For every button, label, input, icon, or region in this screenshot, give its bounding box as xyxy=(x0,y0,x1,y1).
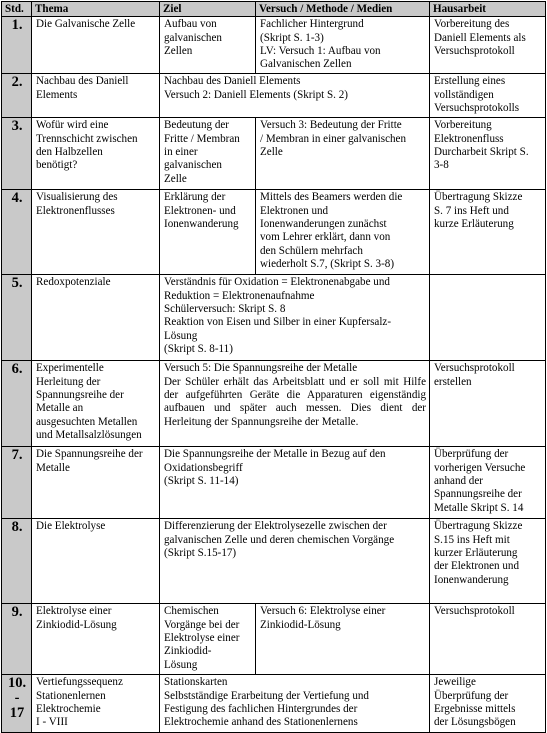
hour-cell: 3. xyxy=(2,118,32,190)
header-row xyxy=(2,2,546,17)
homework-cell: Vorbereitung Elektronenfluss Durcharbeit Skript S. 3-8 xyxy=(430,118,546,190)
topic-cell: Redoxpotenziale xyxy=(32,275,160,361)
table-row xyxy=(2,361,546,447)
topic-cell: Die Galvanische Zelle xyxy=(32,17,160,74)
goal-cell: Chemischen Vorgänge bei der Elektrolyse einer Zinkiodid- Lösung xyxy=(160,604,256,675)
goal-method-cell: Stationskarten Selbstständige Erarbeitung der Vertiefung und Festigung des fachlichen Hintergrundes der Elektrochemie anhand des Stationenlernens xyxy=(160,675,430,733)
topic-cell: Vertiefungssequenz Stationenlernen Elektrochemie I - VIII xyxy=(32,675,160,733)
homework-cell xyxy=(430,275,546,361)
topic-cell: Elektrolyse einer Zinkiodid-Lösung xyxy=(32,604,160,675)
hour-cell: 7. xyxy=(2,447,32,519)
homework-cell: Vorbereitung des Daniell Elements als Versuchsprotokoll xyxy=(430,17,546,74)
homework-cell: Versuchsprotokoll erstellen xyxy=(430,361,546,447)
goal-method-cell: Die Spannungsreihe der Metalle in Bezug auf den Oxidationsbegriff (Skript S. 11-14) xyxy=(160,447,430,519)
topic-cell: Experimentelle Herleitung der Spannungsreihe der Metalle an ausgesuchten Metallen und Metallsalzlösungen xyxy=(32,361,160,447)
goal-cell: Erklärung der Elektronen- und Ionenwanderung xyxy=(160,190,256,275)
hour-cell: 5. xyxy=(2,275,32,361)
goal-cell: Bedeutung der Fritte / Membran in einer galvanischen Zelle xyxy=(160,118,256,190)
method-cell: Versuch 3: Bedeutung der Fritte / Membran in einer galvanischen Zelle xyxy=(256,118,430,190)
topic-cell: Nachbau des Daniell Elements xyxy=(32,74,160,118)
table-row xyxy=(2,447,546,519)
hour-cell: 6. xyxy=(2,361,32,447)
goal-method-cell: Nachbau des Daniell Elements Versuch 2: Daniell Elements (Skript S. 2) xyxy=(160,74,430,118)
header-thema: Thema xyxy=(32,2,160,17)
goal-cell: Aufbau von galvanischen Zellen xyxy=(160,17,256,74)
header-ziel: Ziel xyxy=(160,2,256,17)
table-row xyxy=(2,17,546,74)
homework-cell: Übertragung Skizze S.15 ins Heft mit kurzer Erläuterung der Elektronen und Ionenwanderung xyxy=(430,519,546,604)
method-cell: Mittels des Beamers werden die Elektronen und Ionenwanderungen zunächst vom Lehrer erklärt, dann von den Schülern mehrfach wiederholt S.7, (Skript S. 3-8) xyxy=(256,190,430,275)
hour-cell: 8. xyxy=(2,519,32,604)
header-versuch: Versuch / Methode / Medien xyxy=(256,2,430,17)
homework-cell: Erstellung eines vollständigen Versuchsprotokolls xyxy=(430,74,546,118)
topic-cell: Die Spannungsreihe der Metalle xyxy=(32,447,160,519)
table-row xyxy=(2,74,546,118)
topic-cell: Visualisierung des Elektronenflusses xyxy=(32,190,160,275)
goal-method-cell: Verständnis für Oxidation = Elektronenabgabe und Reduktion = Elektronenaufnahme Schülerversuch: Skript S. 8 Reaktion von Eisen und Silber in einer Kupfersalz- Lösung (Skript S. 8-11) xyxy=(160,275,430,361)
hour-cell: 4. xyxy=(2,190,32,275)
goal-method-cell: Versuch 5: Die Spannungsreihe der Metalle Der Schüler erhält das Arbeitsblatt und er soll mit Hilfe der aufgeführten Geräte die Apparaturen eigenständig aufbauen und später auch messen. Dies dient der Herleitung der Spannungsreihe der Metalle. xyxy=(160,361,430,447)
table-row xyxy=(2,275,546,361)
homework-cell: Jeweilige Überprüfung der Ergebnisse mittels der Lösungsbögen xyxy=(430,675,546,733)
header-std: Std. xyxy=(2,2,32,17)
topic-cell: Die Elektrolyse xyxy=(32,519,160,604)
topic-cell: Wofür wird eine Trennschicht zwischen den Halbzellen benötigt? xyxy=(32,118,160,190)
homework-cell: Versuchsprotokoll xyxy=(430,604,546,675)
method-cell: Fachlicher Hintergrund (Skript S. 1-3) LV: Versuch 1: Aufbau von Galvanischen Zellen xyxy=(256,17,430,74)
table-row xyxy=(2,118,546,190)
table-row xyxy=(2,604,546,675)
hour-cell: 1. xyxy=(2,17,32,74)
homework-cell: Überprüfung der vorherigen Versuche anhand der Spannungsreihe der Metalle Skript S. 14 xyxy=(430,447,546,519)
lesson-plan-table xyxy=(1,1,546,733)
hour-cell: 2. xyxy=(2,74,32,118)
hour-cell: 9. xyxy=(2,604,32,675)
header-hausarbeit: Hausarbeit xyxy=(430,2,546,17)
method-cell: Versuch 6: Elektrolyse einer Zinkiodid-Lösung xyxy=(256,604,430,675)
table-row xyxy=(2,675,546,733)
homework-cell: Übertragung Skizze S. 7 ins Heft und kurze Erläuterung xyxy=(430,190,546,275)
hour-cell: 10. - 17 xyxy=(2,675,32,733)
goal-method-cell: Differenzierung der Elektrolysezelle zwischen der galvanischen Zelle und deren chemischen Vorgänge (Skript S.15-17) xyxy=(160,519,430,604)
table-row xyxy=(2,190,546,275)
table-row xyxy=(2,519,546,604)
